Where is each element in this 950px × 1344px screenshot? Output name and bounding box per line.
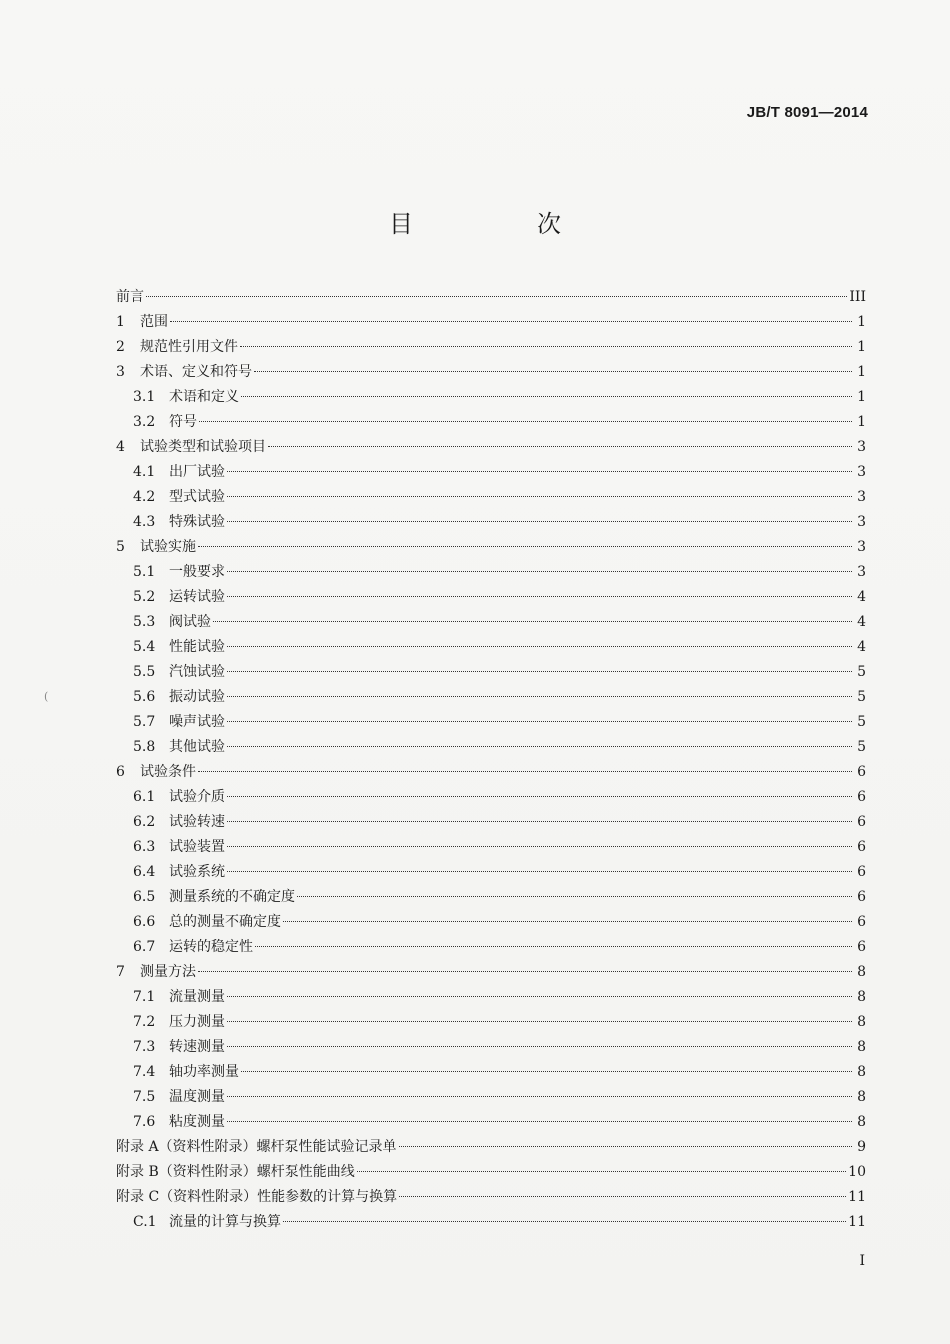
toc-entry-label: 运转试验 <box>169 589 225 605</box>
toc-entry-label: 型式试验 <box>169 489 225 505</box>
toc-entry-label: 阀试验 <box>169 614 211 630</box>
toc-entry-number: 6.7 <box>133 939 156 955</box>
toc-entry-label: 术语和定义 <box>169 389 239 405</box>
toc-entry-number: 7.2 <box>133 1014 156 1030</box>
toc-entry-page: 8 <box>857 1039 866 1055</box>
toc-entry-page: 3 <box>857 539 866 555</box>
toc-entry-page: 8 <box>857 989 866 1005</box>
toc-entry[interactable] <box>116 485 866 510</box>
toc-dot-leader <box>255 946 852 947</box>
toc-entry-label: 总的测量不确定度 <box>169 914 281 930</box>
toc-entry[interactable] <box>116 835 866 860</box>
toc-dot-leader <box>213 621 852 622</box>
toc-entry-label: 试验实施 <box>140 539 196 555</box>
toc-entry-page: 5 <box>857 689 866 705</box>
toc-entry[interactable] <box>116 435 866 460</box>
toc-entry-number: 3.2 <box>133 414 156 430</box>
toc-entry-number: C.1 <box>133 1214 157 1230</box>
toc-entry[interactable] <box>116 585 866 610</box>
toc-entry[interactable] <box>116 1160 866 1185</box>
toc-entry-number: 7 <box>116 964 125 980</box>
toc-entry-label: 转速测量 <box>169 1039 225 1055</box>
toc-entry-number: 6.6 <box>133 914 156 930</box>
toc-entry-page: 8 <box>857 964 866 980</box>
toc-entry-label: 试验装置 <box>169 839 225 855</box>
toc-entry-label: 附录 C（资料性附录）性能参数的计算与换算 <box>116 1189 398 1205</box>
toc-entry-page: 3 <box>857 564 866 580</box>
scan-artifact: ( <box>44 690 49 703</box>
toc-entry-label: 轴功率测量 <box>169 1064 239 1080</box>
toc-entry-label: 噪声试验 <box>169 714 225 730</box>
toc-entry-page: 6 <box>857 764 866 780</box>
toc-entry[interactable] <box>116 860 866 885</box>
toc-entry-number: 5.3 <box>133 614 156 630</box>
toc-entry[interactable] <box>116 1185 866 1210</box>
toc-entry-label: 附录 B（资料性附录）螺杆泵性能曲线 <box>116 1164 355 1180</box>
toc-dot-leader <box>170 321 852 322</box>
toc-entry-label: 前言 <box>116 289 144 305</box>
toc-entry[interactable] <box>116 935 866 960</box>
toc-dot-leader <box>240 346 852 347</box>
toc-entry-page: 6 <box>857 814 866 830</box>
toc-entry-label: 振动试验 <box>169 689 225 705</box>
toc-entry-label: 附录 A（资料性附录）螺杆泵性能试验记录单 <box>116 1139 397 1155</box>
toc-entry-page: 1 <box>857 414 866 430</box>
toc-entry-page: 5 <box>857 664 866 680</box>
toc-entry-number: 3 <box>116 364 125 380</box>
toc-entry-number: 5.1 <box>133 564 156 580</box>
toc-entry[interactable] <box>116 785 866 810</box>
toc-entry-number: 2 <box>116 339 125 355</box>
toc-entry-page: 1 <box>857 389 866 405</box>
toc-entry-page: 6 <box>857 839 866 855</box>
toc-entry-label: 流量的计算与换算 <box>169 1214 281 1230</box>
toc-dot-leader <box>227 1046 852 1047</box>
toc-entry-page: 6 <box>857 939 866 955</box>
toc-entry-label: 温度测量 <box>169 1089 225 1105</box>
toc-entry-number: 7.1 <box>133 989 156 1005</box>
toc-entry-page: 4 <box>857 589 866 605</box>
toc-dot-leader <box>198 771 852 772</box>
toc-entry-number: 7.5 <box>133 1089 156 1105</box>
toc-entry-page: 5 <box>857 739 866 755</box>
toc-entry-page: 3 <box>857 464 866 480</box>
toc-entry[interactable] <box>116 360 866 385</box>
toc-entry-label: 特殊试验 <box>169 514 225 530</box>
toc-entry-page: 8 <box>857 1064 866 1080</box>
toc-entry[interactable] <box>116 535 866 560</box>
toc-dot-leader <box>227 1121 852 1122</box>
toc-dot-leader <box>297 896 852 897</box>
toc-entry-page: 6 <box>857 914 866 930</box>
toc-dot-leader <box>227 571 852 572</box>
toc-entry-number: 4.2 <box>133 489 156 505</box>
document-code: JB/T 8091—2014 <box>746 104 868 121</box>
toc-entry-number: 5.6 <box>133 689 156 705</box>
toc-entry-page: 6 <box>857 864 866 880</box>
toc-dot-leader <box>146 296 847 297</box>
toc-entry-number: 1 <box>116 314 125 330</box>
toc-entry-number: 5.4 <box>133 639 156 655</box>
toc-entry-label: 流量测量 <box>169 989 225 1005</box>
toc-entry-label: 汽蚀试验 <box>169 664 225 680</box>
toc-dot-leader <box>227 871 852 872</box>
toc-entry-number: 4 <box>116 439 125 455</box>
toc-entry-number: 5.2 <box>133 589 156 605</box>
toc-dot-leader <box>227 646 852 647</box>
toc-entry[interactable] <box>116 1210 866 1235</box>
toc-entry-label: 运转的稳定性 <box>169 939 253 955</box>
toc-dot-leader <box>227 746 852 747</box>
toc-entry-number: 6.2 <box>133 814 156 830</box>
toc-entry-page: 8 <box>857 1114 866 1130</box>
toc-entry-label: 一般要求 <box>169 564 225 580</box>
toc-entry[interactable] <box>116 735 866 760</box>
toc-dot-leader <box>227 471 852 472</box>
toc-entry[interactable] <box>116 685 866 710</box>
toc-entry-label: 符号 <box>169 414 197 430</box>
toc-entry-page: 9 <box>857 1139 866 1155</box>
toc-entry-number: 5.7 <box>133 714 156 730</box>
table-of-contents <box>116 285 866 1235</box>
toc-dot-leader <box>227 846 852 847</box>
toc-entry-label: 试验系统 <box>169 864 225 880</box>
toc-entry-page: 11 <box>848 1214 866 1230</box>
toc-entry[interactable] <box>116 810 866 835</box>
toc-entry[interactable] <box>116 1085 866 1110</box>
toc-entry[interactable] <box>116 660 866 685</box>
toc-entry-label: 其他试验 <box>169 739 225 755</box>
toc-entry-page: 6 <box>857 889 866 905</box>
toc-entry-page: 3 <box>857 439 866 455</box>
toc-dot-leader <box>227 496 852 497</box>
toc-entry-label: 出厂试验 <box>169 464 225 480</box>
toc-dot-leader <box>399 1196 846 1197</box>
toc-entry[interactable] <box>116 1010 866 1035</box>
toc-dot-leader <box>198 971 852 972</box>
toc-entry[interactable] <box>116 1110 866 1135</box>
toc-entry-number: 4.1 <box>133 464 156 480</box>
toc-entry[interactable] <box>116 910 866 935</box>
toc-dot-leader <box>227 696 852 697</box>
toc-entry-page: 3 <box>857 489 866 505</box>
toc-dot-leader <box>227 721 852 722</box>
toc-entry-number: 6.4 <box>133 864 156 880</box>
toc-entry[interactable] <box>116 1135 866 1160</box>
toc-entry-page: 1 <box>857 314 866 330</box>
toc-entry[interactable] <box>116 610 866 635</box>
toc-dot-leader <box>199 421 852 422</box>
toc-dot-leader <box>283 921 852 922</box>
toc-entry-number: 7.6 <box>133 1114 156 1130</box>
toc-entry-number: 6.1 <box>133 789 156 805</box>
page-title: 目 次 <box>389 210 611 238</box>
toc-entry-page: 1 <box>857 339 866 355</box>
toc-entry-label: 试验类型和试验项目 <box>140 439 266 455</box>
toc-dot-leader <box>227 671 852 672</box>
toc-entry[interactable] <box>116 560 866 585</box>
toc-entry-number: 7.3 <box>133 1039 156 1055</box>
toc-entry-number: 7.4 <box>133 1064 156 1080</box>
toc-entry-page: 6 <box>857 789 866 805</box>
toc-entry-label: 试验转速 <box>169 814 225 830</box>
toc-dot-leader <box>227 596 852 597</box>
toc-entry-number: 5.8 <box>133 739 156 755</box>
toc-entry[interactable] <box>116 985 866 1010</box>
toc-entry-page: 4 <box>857 639 866 655</box>
toc-entry-page: 8 <box>857 1014 866 1030</box>
toc-entry-page: 8 <box>857 1089 866 1105</box>
toc-entry-page: 3 <box>857 514 866 530</box>
toc-entry[interactable] <box>116 460 866 485</box>
toc-dot-leader <box>357 1171 846 1172</box>
footer-page-number: I <box>859 1253 865 1269</box>
toc-entry[interactable] <box>116 285 866 310</box>
toc-entry-page: III <box>849 289 866 305</box>
toc-entry[interactable] <box>116 1035 866 1060</box>
toc-dot-leader <box>227 996 852 997</box>
toc-entry[interactable] <box>116 410 866 435</box>
toc-entry[interactable] <box>116 885 866 910</box>
toc-dot-leader <box>283 1221 846 1222</box>
toc-entry-number: 5.5 <box>133 664 156 680</box>
toc-dot-leader <box>227 821 852 822</box>
toc-entry-number: 3.1 <box>133 389 156 405</box>
toc-dot-leader <box>254 371 852 372</box>
toc-entry-label: 范围 <box>140 314 168 330</box>
toc-entry-label: 性能试验 <box>169 639 225 655</box>
toc-entry[interactable] <box>116 310 866 335</box>
toc-entry[interactable] <box>116 635 866 660</box>
toc-entry-label: 试验条件 <box>140 764 196 780</box>
toc-entry[interactable] <box>116 960 866 985</box>
toc-dot-leader <box>227 521 852 522</box>
toc-entry[interactable] <box>116 510 866 535</box>
toc-entry-label: 规范性引用文件 <box>140 339 238 355</box>
toc-entry[interactable] <box>116 710 866 735</box>
toc-entry-page: 10 <box>848 1164 866 1180</box>
toc-entry-number: 4.3 <box>133 514 156 530</box>
toc-entry-label: 试验介质 <box>169 789 225 805</box>
toc-entry-page: 4 <box>857 614 866 630</box>
toc-entry-page: 5 <box>857 714 866 730</box>
toc-entry-page: 1 <box>857 364 866 380</box>
toc-entry[interactable] <box>116 1060 866 1085</box>
toc-dot-leader <box>241 396 852 397</box>
toc-entry-number: 6 <box>116 764 125 780</box>
toc-dot-leader <box>399 1146 852 1147</box>
toc-entry[interactable] <box>116 760 866 785</box>
toc-entry-label: 粘度测量 <box>169 1114 225 1130</box>
toc-dot-leader <box>268 446 852 447</box>
toc-entry-label: 测量系统的不确定度 <box>169 889 295 905</box>
toc-entry-label: 压力测量 <box>169 1014 225 1030</box>
toc-entry-number: 5 <box>116 539 125 555</box>
toc-dot-leader <box>227 1021 852 1022</box>
toc-entry[interactable] <box>116 335 866 360</box>
toc-entry[interactable] <box>116 385 866 410</box>
toc-entry-label: 术语、定义和符号 <box>140 364 252 380</box>
toc-entry-label: 测量方法 <box>140 964 196 980</box>
toc-dot-leader <box>198 546 852 547</box>
toc-entry-number: 6.3 <box>133 839 156 855</box>
toc-dot-leader <box>241 1071 852 1072</box>
toc-dot-leader <box>227 796 852 797</box>
toc-entry-number: 6.5 <box>133 889 156 905</box>
toc-entry-page: 11 <box>848 1189 866 1205</box>
toc-dot-leader <box>227 1096 852 1097</box>
